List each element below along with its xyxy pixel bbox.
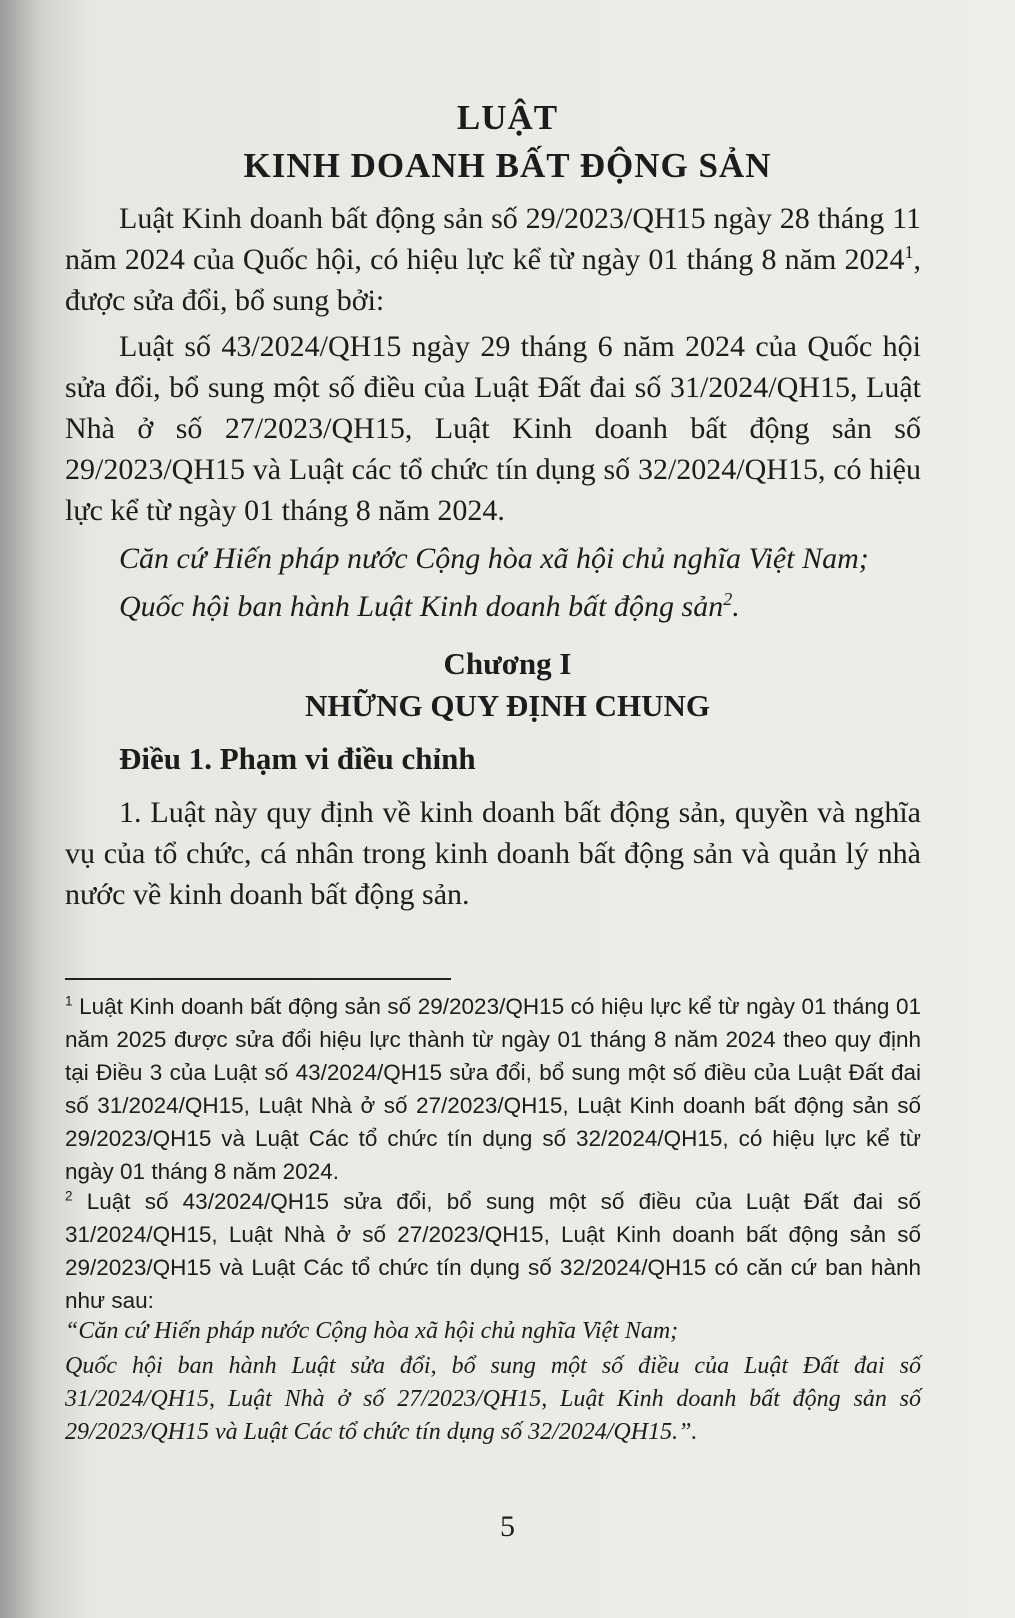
footnote-2-quote-1: “Căn cứ Hiến pháp nước Cộng hòa xã hội chủ nghĩa Việt Nam; [65, 1318, 679, 1344]
footnote-1-text: Luật Kinh doanh bất động sản số 29/2023/QH15 có hiệu lực kể từ ngày 01 tháng 01 năm 2025 được sửa đổi hiệu lực thành từ ngày 01 tháng 8 năm 2024 theo quy định tại Điều 3 của Luật số 43/2024/QH15 sửa đổi, bổ sung một số điều của Luật Đất đai số 31/2024/QH15, Luật Nhà ở số 27/2023/QH15, Luật Kinh doanh bất động sản số 29/2023/QH15 và Luật Các tổ chức tín dụng số 32/2024/QH15, có hiệu lực kể từ ngày 01 tháng 8 năm 2024. [65, 994, 921, 1184]
footnote-2-quote-2: Quốc hội ban hành Luật sửa đổi, bổ sung một số điều của Luật Đất đai số 31/2024/QH15, Luật Nhà ở số 27/2023/QH15, Luật Kinh doanh bất động sản số 29/2023/QH15 và Luật Các tổ chức tín dụng số 32/2024/QH15.”. [65, 1353, 921, 1445]
footnote-divider [65, 978, 451, 980]
footnote-ref-2: 2 [723, 589, 733, 609]
intro-paragraph [65, 198, 921, 321]
intro-text-end: , được sửa đổi, bổ sung bởi: [65, 243, 921, 317]
constitution-basis: Căn cứ Hiến pháp nước Cộng hòa xã hội chủ nghĩa Việt Nam; [119, 542, 869, 575]
chapter-number: Chương I [443, 646, 572, 681]
footnote-mark-1: 1 [65, 993, 73, 1009]
page-number: 5 [500, 1510, 515, 1543]
footnote-1 [65, 990, 921, 1188]
footnote-ref-1: 1 [904, 242, 914, 262]
law-label: LUẬT [456, 98, 559, 137]
article-heading: Điều 1. Phạm vi điều chỉnh [119, 741, 476, 776]
footnote-2 [65, 1185, 921, 1317]
amendment-paragraph: Luật số 43/2024/QH15 ngày 29 tháng 6 năm 2024 của Quốc hội sửa đổi, bổ sung một số điều của Luật Đất đai số 31/2024/QH15, Luật Nhà ở số 27/2023/QH15, Luật Kinh doanh bất động sản số 29/2023/QH15 và Luật các tổ chức tín dụng số 32/2024/QH15, có hiệu lực kể từ ngày 01 tháng 8 năm 2024. [65, 330, 921, 527]
article-clause: 1. Luật này quy định về kinh doanh bất động sản, quyền và nghĩa vụ của tổ chức, cá nhân trong kinh doanh bất động sản và quản lý nhà nước về kinh doanh bất động sản. [65, 796, 921, 911]
enactment-end: . [732, 590, 740, 623]
footnote-2-text: Luật số 43/2024/QH15 sửa đổi, bổ sung một số điều của Luật Đất đai số 31/2024/QH15, Luật Nhà ở số 27/2023/QH15, Luật Kinh doanh bất động sản số 29/2023/QH15 và Luật Các tổ chức tín dụng số 32/2024/QH15 có căn cứ ban hành như sau: [65, 1189, 921, 1313]
footnote-mark-2: 2 [65, 1188, 73, 1204]
law-title: KINH DOANH BẤT ĐỘNG SẢN [243, 146, 772, 185]
intro-text: Luật Kinh doanh bất động sản số 29/2023/QH15 ngày 28 tháng 11 năm 2024 của Quốc hội, có hiệu lực kể từ ngày 01 tháng 8 năm 2024 [65, 202, 921, 276]
enactment-statement [65, 586, 921, 627]
chapter-title: NHỮNG QUY ĐỊNH CHUNG [305, 688, 710, 723]
enactment-text: Quốc hội ban hành Luật Kinh doanh bất động sản [119, 590, 724, 623]
